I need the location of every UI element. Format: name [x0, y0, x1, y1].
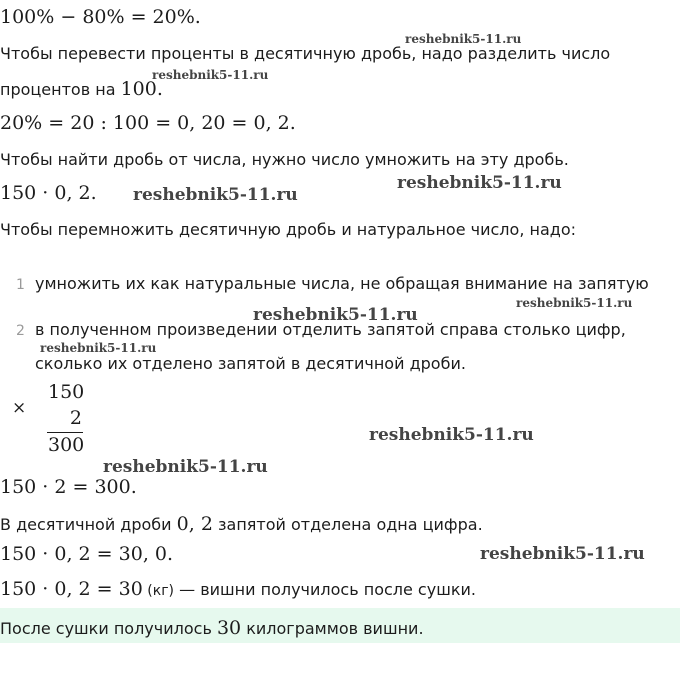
column-result-number: 300 [48, 434, 85, 456]
step-text-2: в полученном произведении отделить запятой справа столько цифр, [35, 320, 626, 339]
watermark: reshebnik5-11.ru [103, 457, 268, 477]
watermark: reshebnik5-11.ru [480, 544, 645, 564]
expression-multiply: 150 · 0, 2. [0, 182, 97, 204]
equation-percent-difference: 100% − 80% = 20%. [0, 6, 201, 28]
note-decimal-digits [0, 513, 483, 535]
watermark: reshebnik5-11.ru [133, 185, 298, 205]
note-tail: запятой отделена одна цифра. [212, 515, 483, 534]
watermark: reshebnik5-11.ru [152, 68, 269, 82]
equation-convert: 20% = 20 : 100 = 0, 20 = 0, 2. [0, 112, 296, 134]
equation-integer-product: 150 · 2 = 300. [0, 476, 137, 498]
rule-percent-text: процентов на [0, 80, 121, 99]
final-tail: — вишни получилось после сушки. [174, 580, 476, 599]
rule-decimal: Чтобы перемножить десятичную дробь и натуральное число, надо: [0, 220, 576, 239]
answer-line [0, 617, 424, 639]
equation-decimal-product: 150 · 0, 2 = 30, 0. [0, 543, 174, 565]
rule-fraction: Чтобы найти дробь от числа, нужно число умножить на эту дробь. [0, 150, 569, 169]
final-unit: (кг) [142, 583, 175, 599]
rule-percent-line-2 [0, 78, 163, 100]
watermark: reshebnik5-11.ru [253, 305, 418, 325]
watermark: reshebnik5-11.ru [516, 296, 633, 310]
column-top-number: 150 [48, 381, 85, 403]
column-bottom-number: 2 [69, 407, 82, 429]
step-text-1: умножить их как натуральные числа, не обращая внимание на запятую [35, 274, 649, 293]
watermark: reshebnik5-11.ru [397, 173, 562, 193]
answer-box [0, 608, 680, 643]
equation-final [0, 578, 476, 600]
rule-percent-line-1: Чтобы перевести проценты в десятичную дробь, надо разделить число [0, 44, 611, 63]
final-math: 150 · 0, 2 = 30 [0, 578, 143, 600]
step-number-1: 1 [16, 277, 25, 293]
answer-text-after: килограммов вишни. [241, 619, 424, 638]
rule-percent-math: 100. [120, 78, 163, 100]
column-divider-line [47, 432, 83, 433]
answer-math: 30 [216, 617, 242, 639]
note-text: В десятичной дроби [0, 515, 177, 534]
watermark: reshebnik5-11.ru [40, 341, 157, 355]
step-text-2-continued: сколько их отделено запятой в десятичной дроби. [35, 354, 466, 373]
watermark: reshebnik5-11.ru [405, 32, 522, 46]
answer-text-before: После сушки получилось [0, 619, 217, 638]
note-math: 0, 2 [176, 513, 213, 535]
multiply-sign: × [12, 398, 27, 418]
watermark: reshebnik5-11.ru [369, 425, 534, 445]
step-number-2: 2 [16, 323, 25, 339]
